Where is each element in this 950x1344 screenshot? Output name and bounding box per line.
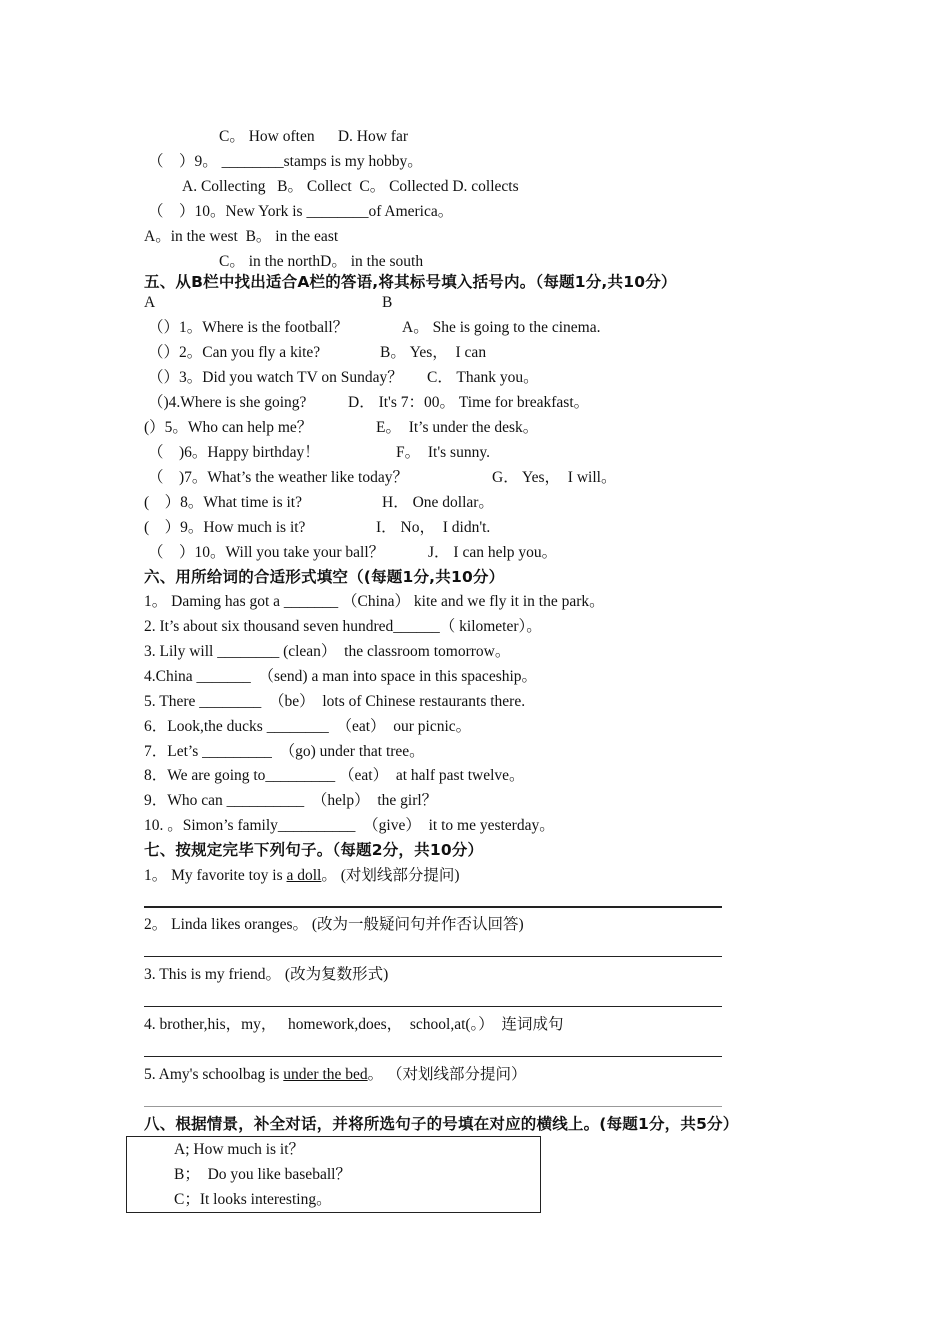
option-b: B； Do you like baseball？ [174, 1166, 351, 1183]
match-a-1: （）1。Where is the football？ [148, 319, 349, 336]
match-a-7: （ )7。What’s the weather like today？ [148, 469, 408, 486]
match-a-8: ( ）8。What time is it? [144, 494, 302, 511]
section-6-heading: 六、用所给词的合适形式填空（(每题1分,共10分） [144, 568, 505, 586]
match-b-8: H． One dollar。 [382, 494, 494, 511]
column-b-label: B [382, 294, 393, 311]
answer-line-3 [144, 1006, 722, 1007]
fill-item-4: 4.China _______ （send) a man into space in this spaceship。 [144, 668, 538, 685]
rewrite-item-5-instruction: 。 （对划线部分提问） [367, 1066, 527, 1083]
fill-item-9: 9．Who can __________ （help） the girl？ [144, 792, 438, 809]
q10-options-cd: C。 in the northD。 in the south [219, 253, 424, 270]
match-b-5: E。 It’s under the desk。 [376, 419, 539, 436]
fill-item-5: 5. There ________ （be） lots of Chinese restaurants there. [144, 693, 526, 710]
column-a-label: A [144, 294, 156, 311]
section-7-heading: 七、按规定完毕下列句子。（每题2分，共10分） [144, 841, 484, 859]
match-b-3: C． Thank you。 [427, 369, 539, 386]
answer-line-4 [144, 1056, 722, 1057]
q9-options: A. Collecting B。 Collect C。 Collected D. collects [182, 178, 519, 195]
match-b-6: F。 It's sunny. [396, 444, 490, 461]
q10-options-ab: A。in the west B。 in the east [144, 228, 339, 245]
match-a-6: （ )6。Happy birthday！ [148, 444, 320, 461]
fill-item-8: 8．We are going to_________ （eat） at half past twelve。 [144, 767, 525, 784]
fill-item-10: 10. 。Simon’s family__________ （give） it to me yesterday。 [144, 817, 555, 834]
rewrite-item-1-text: 1。 My favorite toy is [144, 867, 287, 884]
match-a-4: （)4.Where is she going? [148, 394, 307, 411]
rewrite-item-5 [144, 1065, 527, 1085]
match-a-10: （ ）10。Will you take your ball？ [148, 544, 385, 561]
answer-line-2 [144, 956, 722, 957]
underlined-phrase: a doll [286, 867, 322, 884]
rewrite-item-1-instruction: 。 (对划线部分提问) [321, 867, 460, 884]
underlined-phrase: under the bed [283, 1066, 368, 1083]
fill-item-1: 1。 Daming has got a _______ （China） kite and we fly it in the park。 [144, 593, 605, 610]
option-c: C；It looks interesting。 [174, 1191, 332, 1208]
fill-item-7: 7．Let’s _________ （go) under that tree。 [144, 743, 425, 760]
match-b-7: G． Yes， I will。 [492, 469, 617, 486]
q10-question: （ ）10。New York is ________of America。 [148, 203, 454, 220]
match-b-4: D． It's 7：00。 Time for breakfast。 [348, 394, 590, 411]
fill-item-6: 6．Look,the ducks ________ （eat） our picnic。 [144, 718, 472, 735]
rewrite-item-2: 2。 Linda likes oranges。 (改为一般疑问句并作否认回答) [144, 916, 524, 933]
match-a-5: (）5。Who can help me？ [144, 419, 313, 436]
fill-item-3: 3. Lily will ________ (clean） the classroom tomorrow。 [144, 643, 511, 660]
rewrite-item-3: 3. This is my friend。 (改为复数形式) [144, 966, 389, 983]
section-8-heading: 八、根据情景，补全对话，并将所选句子的号填在对应的横线上。(每题1分，共5分） [144, 1115, 739, 1133]
rewrite-item-5-text: 5. Amy's schoolbag is [144, 1066, 284, 1083]
match-b-9: I． No， I didn't. [376, 519, 491, 536]
match-a-9: ( ）9。How much is it? [144, 519, 306, 536]
match-b-2: B。 Yes， I can [380, 344, 487, 361]
answer-line-1 [144, 906, 722, 908]
match-b-1: A。 She is going to the cinema. [402, 319, 601, 336]
rewrite-item-4: 4. brother,his，my， homework,does， school,at(。） 连词成句 [144, 1016, 564, 1033]
match-a-2: （）2。Can you fly a kite? [148, 344, 321, 361]
rewrite-item-1 [144, 866, 460, 886]
option-a: A; How much is it？ [174, 1141, 305, 1158]
match-a-3: （）3。Did you watch TV on Sunday？ [148, 369, 403, 386]
match-b-10: J． I can help you。 [428, 544, 558, 561]
section-5-heading: 五、从B栏中找出适合A栏的答语,将其标号填入括号内。（每题1分,共10分） [144, 273, 677, 291]
answer-line-5 [144, 1106, 722, 1107]
q9-question: （ ）9。 ________stamps is my hobby。 [148, 153, 423, 170]
q8-options-cd: C。 How often D. How far [219, 128, 408, 145]
fill-item-2: 2. It’s about six thousand seven hundred______（ kilometer）。 [144, 618, 542, 635]
